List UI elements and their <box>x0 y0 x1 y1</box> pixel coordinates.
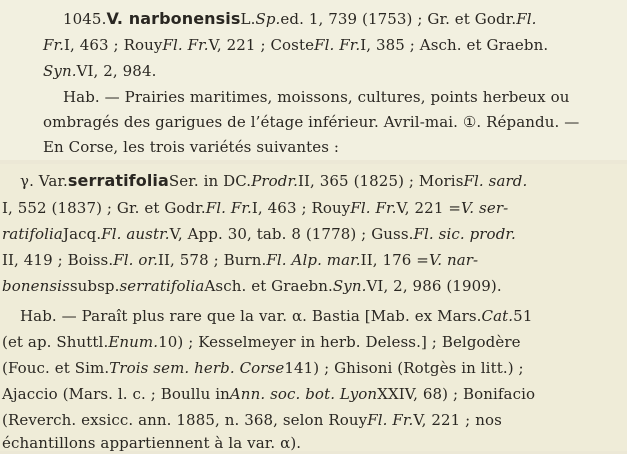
ref-italic: Fr. <box>43 36 64 54</box>
text: I, 463 ; Rouy <box>64 36 163 54</box>
text: I, 385 ; Asch. et Graebn. <box>360 36 549 54</box>
habitat-line-1: Hab. — Prairies maritimes, moissons, cultures, points herbeux ou <box>63 88 570 106</box>
text: L. <box>240 10 256 28</box>
text: V, 221 = <box>396 199 461 217</box>
text: II, 419 ; Boiss. <box>2 251 114 269</box>
ref-italic: Fl. sard. <box>463 172 528 190</box>
ref-italic: V. ser- <box>461 199 509 217</box>
text: 141) ; Ghisoni (Rotgès in litt.) ; <box>284 359 524 377</box>
ref-italic: Fl. Fr. <box>350 199 397 217</box>
ref-italic: Syn. <box>43 62 77 80</box>
text: Asch. et Graebn. <box>204 277 333 295</box>
ref-italic: ratifolia <box>2 225 63 243</box>
species-name: V. narbonensis <box>106 9 241 28</box>
habitat-line-3: En Corse, les trois variétés suivantes : <box>43 138 340 156</box>
entry-line-3 <box>0 60 627 82</box>
ref-italic: V. nar- <box>428 251 479 269</box>
ref-italic: Sp. <box>255 10 281 28</box>
entry-number: 1045. <box>63 10 107 28</box>
text: V, App. 30, tab. 8 (1778) ; Guss. <box>169 225 414 243</box>
ref-italic: bonensis <box>2 277 70 295</box>
text: (Reverch. exsicc. ann. 1885, n. 368, selon Rouy <box>2 411 368 429</box>
text: II, 176 = <box>360 251 429 269</box>
text: II, 365 (1825) ; Moris <box>297 172 464 190</box>
ref-italic: Fl. sic. prodr. <box>413 225 516 243</box>
entry-line-1 <box>0 8 627 30</box>
text: subsp. <box>69 277 120 295</box>
variety-line-1 <box>0 170 627 192</box>
text: VI, 2, 984. <box>76 62 157 80</box>
ref-italic: Enum. <box>108 333 159 351</box>
text: 51 <box>513 307 533 325</box>
variety-name: serratifolia <box>67 171 169 190</box>
text: I, 552 (1837) ; Gr. et Godr. <box>2 199 206 217</box>
ref-italic: Fl. Alp. mar. <box>266 251 361 269</box>
text: V, 221 ; nos <box>413 411 502 429</box>
text: V, 221 ; Coste <box>208 36 315 54</box>
entry-line-2 <box>0 34 627 56</box>
ref-italic: Ann. soc. bot. Lyon <box>229 385 378 403</box>
variety-habitat-line-2 <box>0 331 627 353</box>
text: XXIV, 68) ; Bonifacio <box>377 385 536 403</box>
variety-habitat-line-3 <box>0 357 627 379</box>
ref-italic: Cat. <box>481 307 514 325</box>
variety-line-5 <box>0 275 627 297</box>
ref-italic: Fl. or. <box>113 251 158 269</box>
text: Ajaccio (Mars. l. c. ; Boullu in <box>2 385 230 403</box>
ref-italic: serratifolia <box>119 277 205 295</box>
text: (Fouc. et Sim. <box>2 359 110 377</box>
text: Ser. in DC. <box>168 172 252 190</box>
text: Hab. — Paraît plus rare que la var. α. Bastia [Mab. ex Mars. <box>20 307 482 325</box>
variety-line-3 <box>0 223 627 245</box>
variety-habitat-line-4 <box>0 383 627 405</box>
ref-italic: Trois sem. herb. Corse <box>109 359 285 377</box>
variety-label: γ. Var. <box>20 172 68 190</box>
text: VI, 2, 986 (1909). <box>366 277 502 295</box>
variety-habitat-line-1 <box>0 305 627 327</box>
text: Jacq. <box>62 225 102 243</box>
text: ed. 1, 739 (1753) ; Gr. et Godr. <box>280 10 517 28</box>
ref-italic: Fl. Fr. <box>314 36 361 54</box>
text: échantillons appartiennent à la var. α). <box>2 434 302 452</box>
variety-line-4 <box>0 249 627 271</box>
text: (et ap. Shuttl. <box>2 333 109 351</box>
variety-line-2 <box>0 197 627 219</box>
text: II, 578 ; Burn. <box>158 251 267 269</box>
habitat-line-2: ombragés des garigues de l’étage inférieur. Avril-mai. ①. Répandu. — <box>43 113 580 131</box>
ref-italic: Fl. Fr. <box>205 199 252 217</box>
ref-italic: Prodr. <box>251 172 298 190</box>
ref-italic: Fl. <box>516 10 537 28</box>
ref-italic: Syn. <box>332 277 367 295</box>
variety-habitat-line-5 <box>0 409 627 431</box>
ref-italic: Fl. Fr. <box>162 36 209 54</box>
text: 10) ; Kesselmeyer in herb. Deless.] ; Belgodère <box>158 333 521 351</box>
ref-italic: Fl. Fr. <box>367 411 414 429</box>
text: I, 463 ; Rouy <box>251 199 351 217</box>
ref-italic: Fl. austr. <box>101 225 170 243</box>
